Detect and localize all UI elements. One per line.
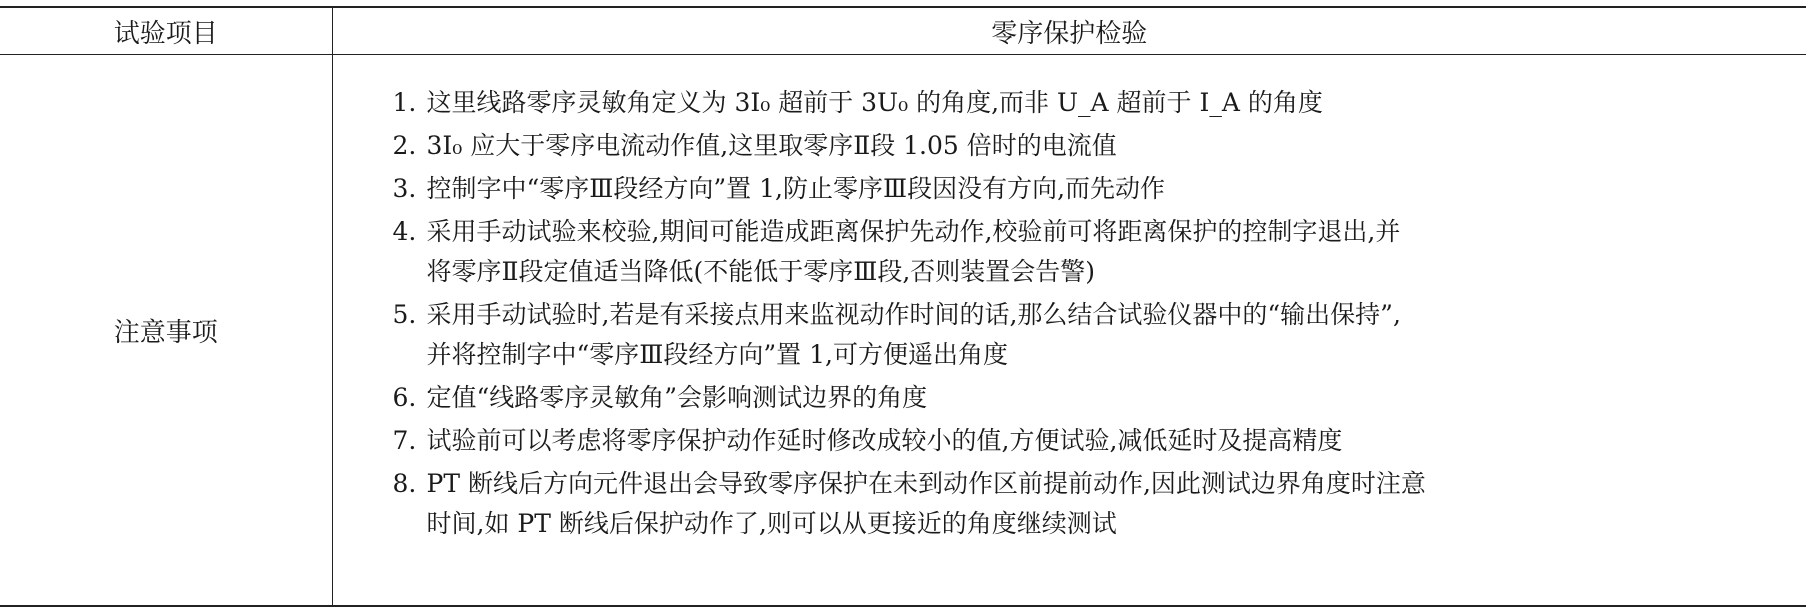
note-item-4 bbox=[393, 212, 1806, 292]
header-zero-sequence-check: 零序保护检验 bbox=[332, 7, 1806, 55]
note-item-6 bbox=[393, 378, 1806, 418]
note-number: 1. bbox=[393, 83, 417, 123]
note-item-8 bbox=[393, 464, 1806, 544]
note-number: 5. bbox=[393, 295, 417, 335]
note-line: 定值“线路零序灵敏角”会影响测试边界的角度 bbox=[427, 378, 1806, 418]
note-line: 采用手动试验来校验,期间可能造成距离保护先动作,校验前可将距离保护的控制字退出,并 bbox=[427, 212, 1806, 252]
note-line: 采用手动试验时,若是有采接点用来监视动作时间的话,那么结合试验仪器中的“输出保持”, bbox=[427, 295, 1806, 335]
note-number: 6. bbox=[393, 378, 417, 418]
test-spec-table bbox=[0, 6, 1806, 607]
table-row bbox=[0, 55, 1806, 607]
note-line: 试验前可以考虑将零序保护动作延时修改成较小的值,方便试验,减低延时及提高精度 bbox=[427, 421, 1806, 461]
notes-cell bbox=[332, 55, 1806, 607]
note-number: 7. bbox=[393, 421, 417, 461]
note-line: PT 断线后方向元件退出会导致零序保护在未到动作区前提前动作,因此测试边界角度时注意 bbox=[427, 464, 1806, 504]
table-header-row bbox=[0, 7, 1806, 55]
header-test-item: 试验项目 bbox=[0, 7, 332, 55]
note-item-7 bbox=[393, 421, 1806, 461]
note-line: 3I₀ 应大于零序电流动作值,这里取零序Ⅱ段 1.05 倍时的电流值 bbox=[427, 126, 1806, 166]
notes-list bbox=[333, 55, 1806, 544]
note-number: 3. bbox=[393, 169, 417, 209]
note-number: 2. bbox=[393, 126, 417, 166]
note-line: 时间,如 PT 断线后保护动作了,则可以从更接近的角度继续测试 bbox=[427, 504, 1806, 544]
note-line: 控制字中“零序Ⅲ段经方向”置 1,防止零序Ⅲ段因没有方向,而先动作 bbox=[427, 169, 1806, 209]
note-item-3 bbox=[393, 169, 1806, 209]
note-number: 8. bbox=[393, 464, 417, 504]
note-item-5 bbox=[393, 295, 1806, 375]
note-number: 4. bbox=[393, 212, 417, 252]
note-line: 这里线路零序灵敏角定义为 3I₀ 超前于 3U₀ 的角度,而非 U_A 超前于 I_A 的角度 bbox=[427, 83, 1806, 123]
note-item-2 bbox=[393, 126, 1806, 166]
note-line: 并将控制字中“零序Ⅲ段经方向”置 1,可方便遥出角度 bbox=[427, 335, 1806, 375]
row-label-notes: 注意事项 bbox=[0, 55, 332, 607]
note-line: 将零序Ⅱ段定值适当降低(不能低于零序Ⅲ段,否则装置会告警) bbox=[427, 252, 1806, 292]
note-item-1 bbox=[393, 83, 1806, 123]
